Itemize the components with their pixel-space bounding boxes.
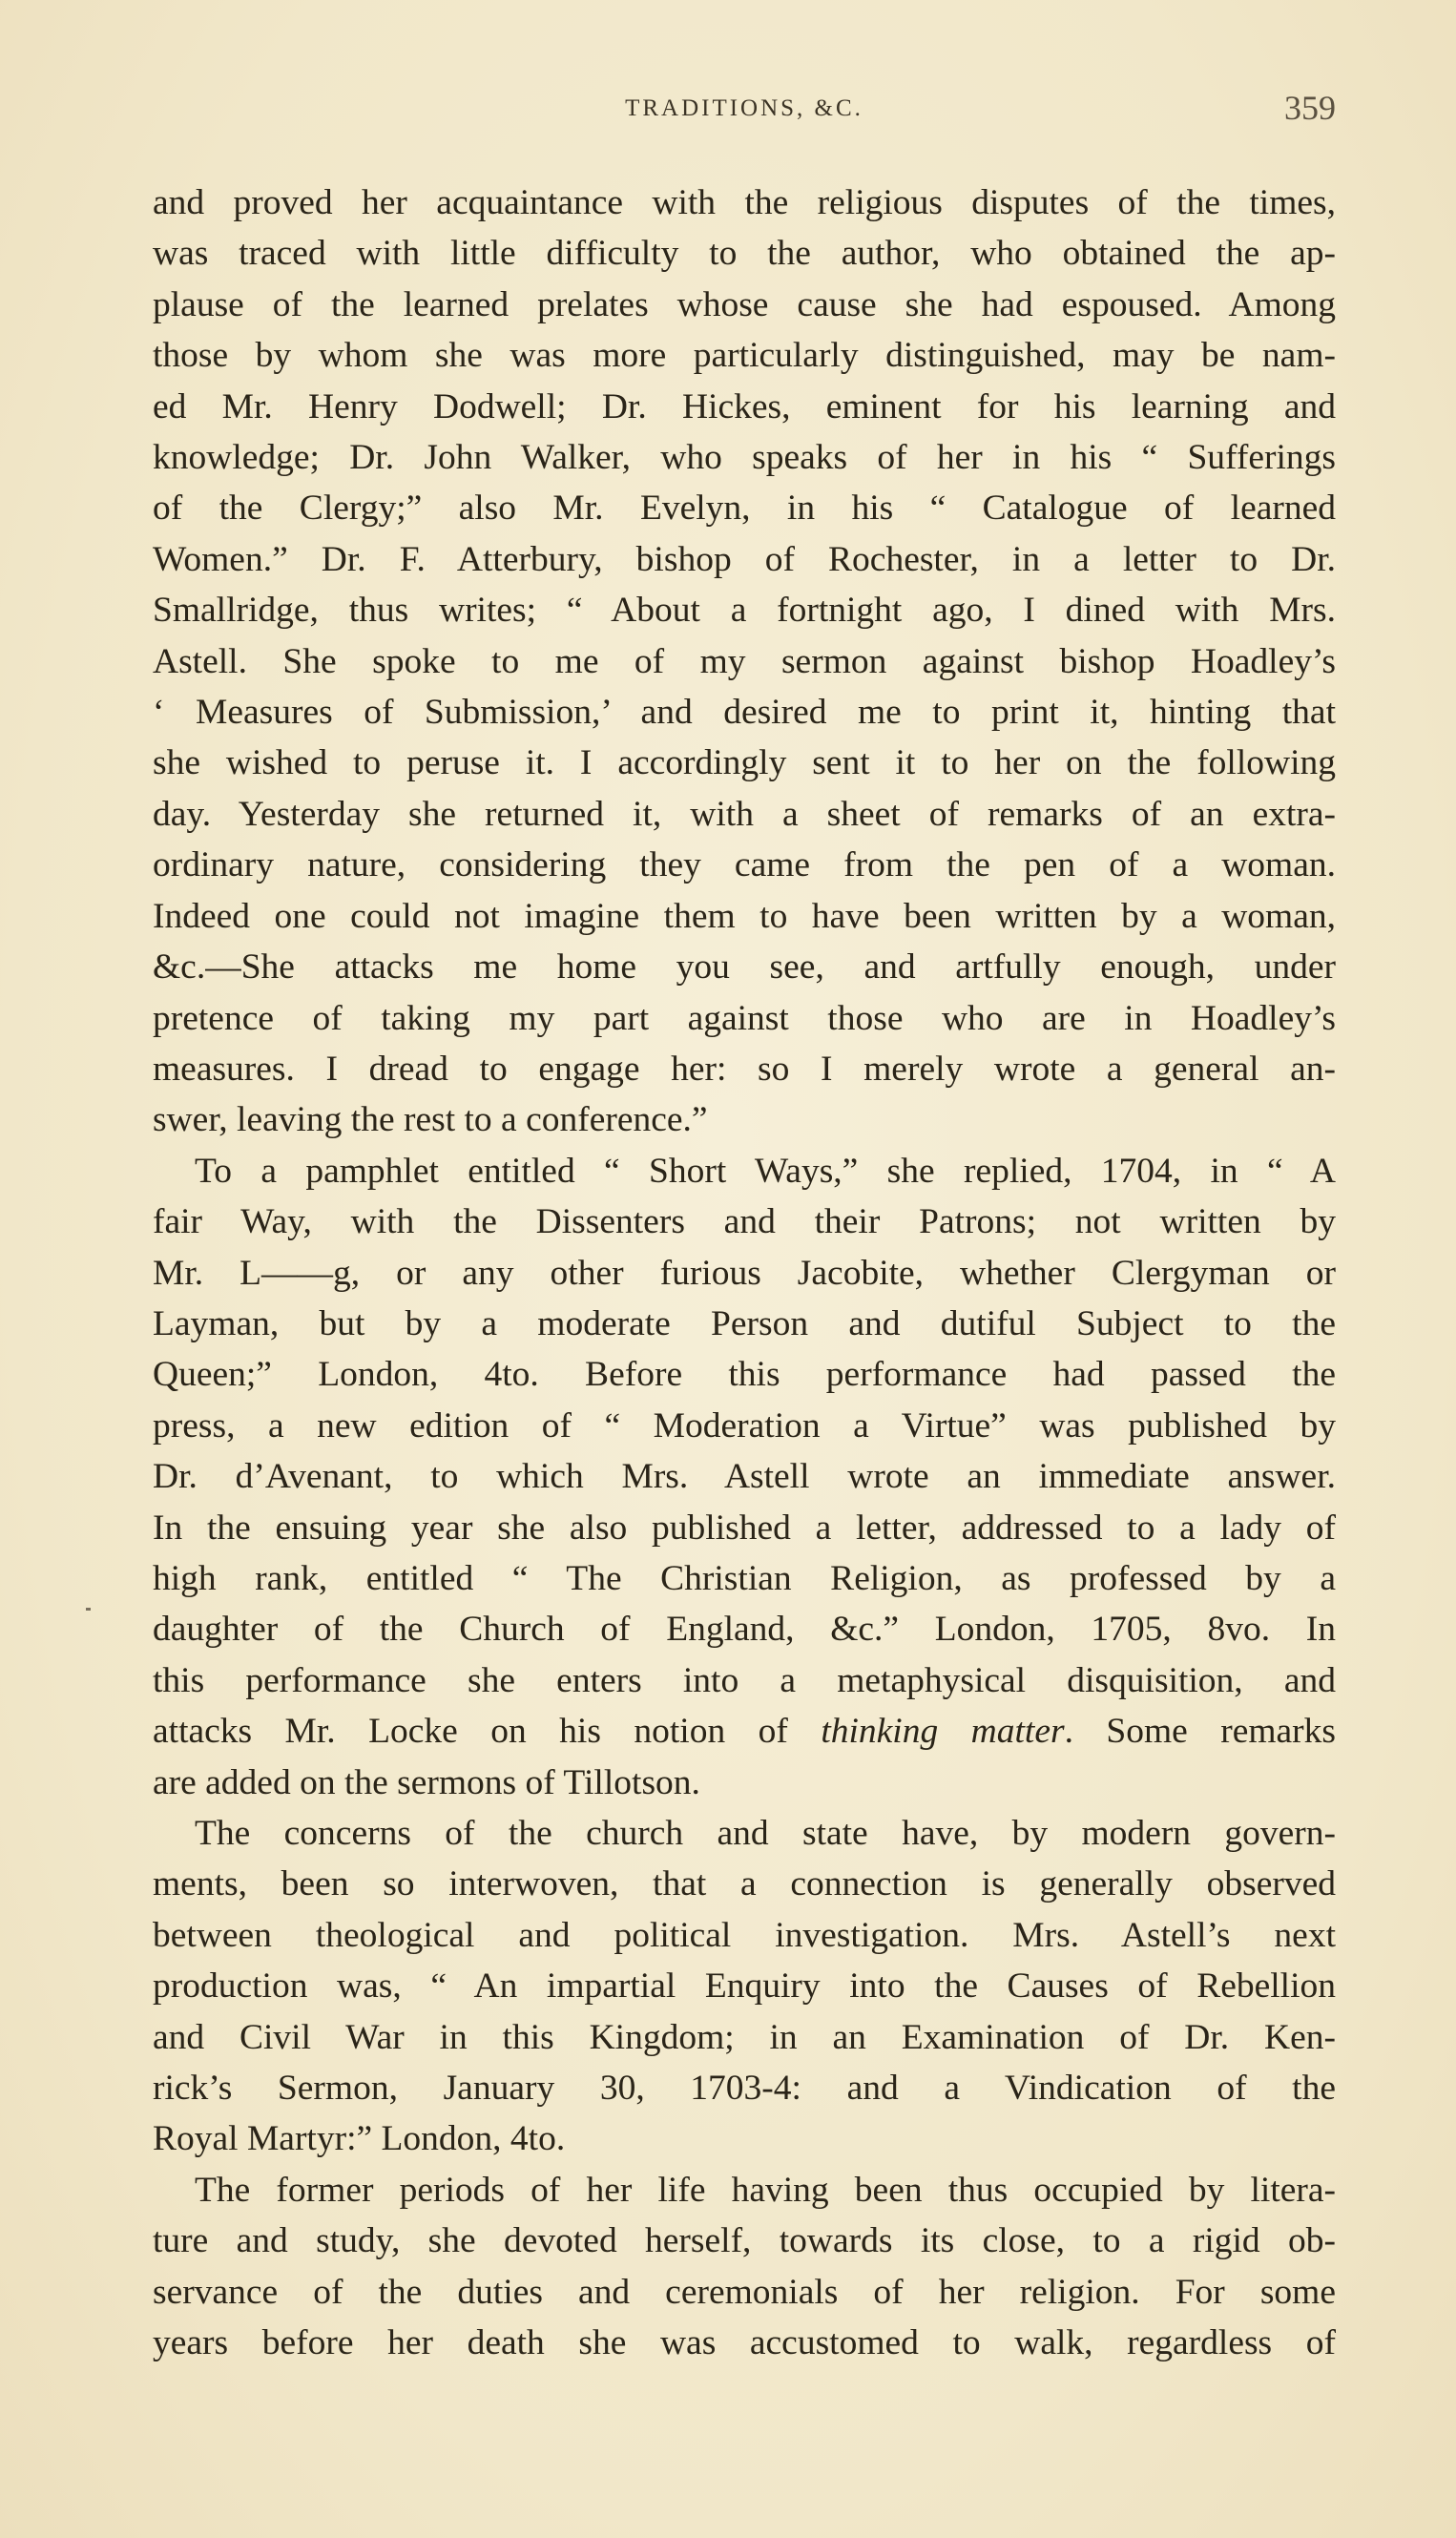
text-line: The concerns of the church and state have, by modern govern- bbox=[195, 1814, 1336, 1853]
text-line: those by whom she was more particularly distinguished, may be nam- bbox=[153, 336, 1336, 376]
text-line: are added on the sermons of Tillotson. bbox=[153, 1762, 700, 1802]
text-line: was traced with little difficulty to the author, who obtained the ap- bbox=[153, 234, 1336, 274]
running-head bbox=[153, 89, 1336, 134]
text-line: &c.—She attacks me home you see, and artfully enough, under bbox=[153, 947, 1336, 988]
text-line: Astell. She spoke to me of my sermon against bishop Hoadley’s bbox=[153, 641, 1336, 681]
text-line: Layman, but by a moderate Person and dutiful Subject to the bbox=[153, 1303, 1336, 1343]
text-line: ‘ Measures of Submission,’ and desired me to print it, hinting that bbox=[153, 693, 1336, 733]
text-line: between theological and political investigation. Mrs. Astell’s next bbox=[153, 1915, 1336, 1955]
text-run: attacks Mr. Locke on his notion of bbox=[153, 1712, 822, 1752]
text-line: To a pamphlet entitled “ Short Ways,” she replied, 1704, in “ A bbox=[195, 1151, 1336, 1191]
text-line: measures. I dread to engage her: so I merely wrote a general an- bbox=[153, 1049, 1336, 1089]
text-line: high rank, entitled “ The Christian Religion, as professed by a bbox=[153, 1558, 1336, 1598]
margin-speck bbox=[86, 1608, 91, 1611]
text-line: and proved her acquaintance with the religious disputes of the times, bbox=[153, 183, 1336, 222]
text-line: and Civil War in this Kingdom; in an Examination of Dr. Ken- bbox=[153, 2017, 1336, 2057]
text-line: In the ensuing year she also published a letter, addressed to a lady of bbox=[153, 1508, 1336, 1548]
text-line: Queen;” London, 4to. Before this performance had passed the bbox=[153, 1355, 1336, 1395]
paragraph-3 bbox=[153, 1808, 1336, 2165]
text-line: ed Mr. Henry Dodwell; Dr. Hickes, eminent for his learning and bbox=[153, 386, 1336, 426]
text-line bbox=[153, 1706, 1336, 1757]
text-line: this performance she enters into a metaphysical disquisition, and bbox=[153, 1660, 1336, 1700]
text-line: The former periods of her life having been thus occupied by litera- bbox=[195, 2170, 1336, 2210]
text-line: she wished to peruse it. I accordingly sent it to her on the following bbox=[153, 743, 1336, 783]
text-line: production was, “ An impartial Enquiry into the Causes of Rebellion bbox=[153, 1966, 1336, 2007]
text-line: knowledge; Dr. John Walker, who speaks of her in his “ Sufferings bbox=[153, 438, 1336, 478]
text-line: pretence of taking my part against those who are in Hoadley’s bbox=[153, 998, 1336, 1038]
text-line: day. Yesterday she returned it, with a sheet of remarks of an extra- bbox=[153, 794, 1336, 834]
text-line: Smallridge, thus writes; “ About a fortnight ago, I dined with Mrs. bbox=[153, 591, 1336, 631]
text-line: fair Way, with the Dissenters and their Patrons; not written by bbox=[153, 1202, 1336, 1242]
text-line: swer, leaving the rest to a conference.” bbox=[153, 1100, 708, 1140]
text-line: Dr. d’Avenant, to which Mrs. Astell wrote an immediate answer. bbox=[153, 1457, 1336, 1497]
text-line: Mr. L——g, or any other furious Jacobite, whether Clergyman or bbox=[153, 1253, 1336, 1293]
text-line: press, a new edition of “ Moderation a Virtue” was published by bbox=[153, 1405, 1336, 1446]
text-line: Women.” Dr. F. Atterbury, bishop of Rochester, in a letter to Dr. bbox=[153, 539, 1336, 579]
text-line: Indeed one could not imagine them to have been written by a woman, bbox=[153, 896, 1336, 936]
text-line: years before her death she was accustomed to walk, regardless of bbox=[153, 2323, 1336, 2363]
text-line: ments, been so interwoven, that a connection is generally observed bbox=[153, 1864, 1336, 1904]
text-line: Royal Martyr:” London, 4to. bbox=[153, 2119, 566, 2159]
text-run: . Some remarks bbox=[1064, 1712, 1336, 1752]
paragraph-4 bbox=[153, 2165, 1336, 2369]
paragraph-1 bbox=[153, 177, 1336, 1146]
page-number: 359 bbox=[1284, 89, 1336, 127]
text-line: daughter of the Church of England, &c.” London, 1705, 8vo. In bbox=[153, 1610, 1336, 1650]
body-text bbox=[153, 177, 1336, 2368]
running-title: TRADITIONS, &C. bbox=[625, 95, 863, 121]
paragraph-2 bbox=[153, 1146, 1336, 1808]
text-line: rick’s Sermon, January 30, 1703-4: and a Vindication of the bbox=[153, 2069, 1336, 2109]
text-line: of the Clergy;” also Mr. Evelyn, in his “ Catalogue of learned bbox=[153, 489, 1336, 529]
text-line: plause of the learned prelates whose cause she had espoused. Among bbox=[153, 284, 1336, 324]
text-line: ordinary nature, considering they came from the pen of a woman. bbox=[153, 845, 1336, 885]
text-line: ture and study, she devoted herself, towards its close, to a rigid ob- bbox=[153, 2221, 1336, 2261]
italic-phrase: thinking matter bbox=[821, 1712, 1065, 1752]
text-line: servance of the duties and ceremonials of her religion. For some bbox=[153, 2272, 1336, 2312]
